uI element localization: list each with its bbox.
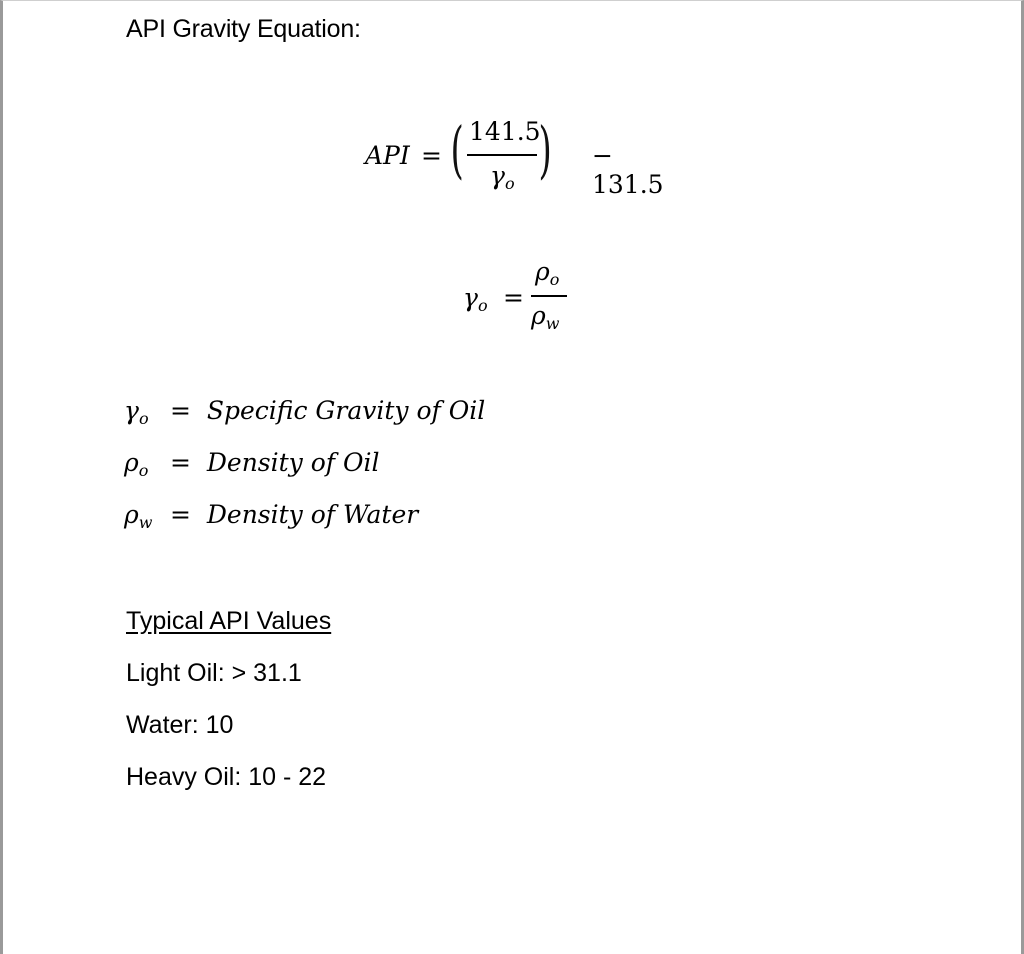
typical-value-row: Heavy Oil: 10 - 22 (126, 763, 327, 791)
definition-equals: = (169, 448, 191, 477)
definition-equals: = (169, 500, 191, 529)
gamma-symbol: γ (463, 283, 478, 312)
gamma-equation-equals: = (503, 283, 524, 312)
definition-symbol (124, 448, 162, 480)
rho-symbol: ρ (124, 500, 139, 529)
gamma-equation-denominator (531, 301, 559, 333)
api-equation-numerator: 141.5 (469, 117, 541, 146)
right-parenthesis: ) (538, 113, 552, 186)
typical-value-row: Light Oil: > 31.1 (126, 659, 302, 687)
definition-item (124, 500, 485, 552)
definition-item (124, 396, 485, 448)
api-equation (365, 113, 685, 209)
gamma-symbol: γ (490, 161, 505, 190)
page-title: API Gravity Equation: (126, 15, 361, 43)
rho-symbol: ρ (531, 301, 546, 330)
subscript: w (545, 314, 560, 333)
subscript: o (477, 296, 488, 315)
left-parenthesis: ( (450, 113, 464, 186)
subscript: o (504, 174, 515, 193)
gamma-equation (463, 257, 603, 347)
api-equation-tail: − 131.5 (592, 141, 664, 199)
gamma-equation-numerator (535, 257, 559, 289)
definition-equals: = (169, 396, 191, 425)
definitions-list (124, 396, 485, 552)
rho-symbol: ρ (124, 448, 139, 477)
typical-values-title: Typical API Values (126, 607, 332, 635)
api-equation-lhs: API (365, 141, 410, 170)
typical-values-section (126, 607, 331, 815)
subscript: o (549, 270, 560, 289)
subscript: w (138, 513, 153, 532)
definition-text: Density of Water (206, 500, 419, 529)
typical-value-row: Water: 10 (126, 711, 234, 739)
fraction-bar (531, 295, 567, 297)
api-equation-denominator (490, 161, 515, 193)
definition-symbol (124, 500, 162, 532)
subscript: o (138, 461, 149, 480)
subscript: o (138, 409, 149, 428)
definition-text: Density of Oil (206, 448, 380, 477)
definition-symbol (124, 396, 162, 428)
api-equation-equals: = (421, 141, 442, 170)
definition-item (124, 448, 485, 500)
fraction-bar (467, 154, 537, 156)
rho-symbol: ρ (535, 257, 550, 286)
gamma-equation-lhs (463, 283, 488, 315)
gamma-symbol: γ (124, 396, 139, 425)
definition-text: Specific Gravity of Oil (206, 396, 486, 425)
